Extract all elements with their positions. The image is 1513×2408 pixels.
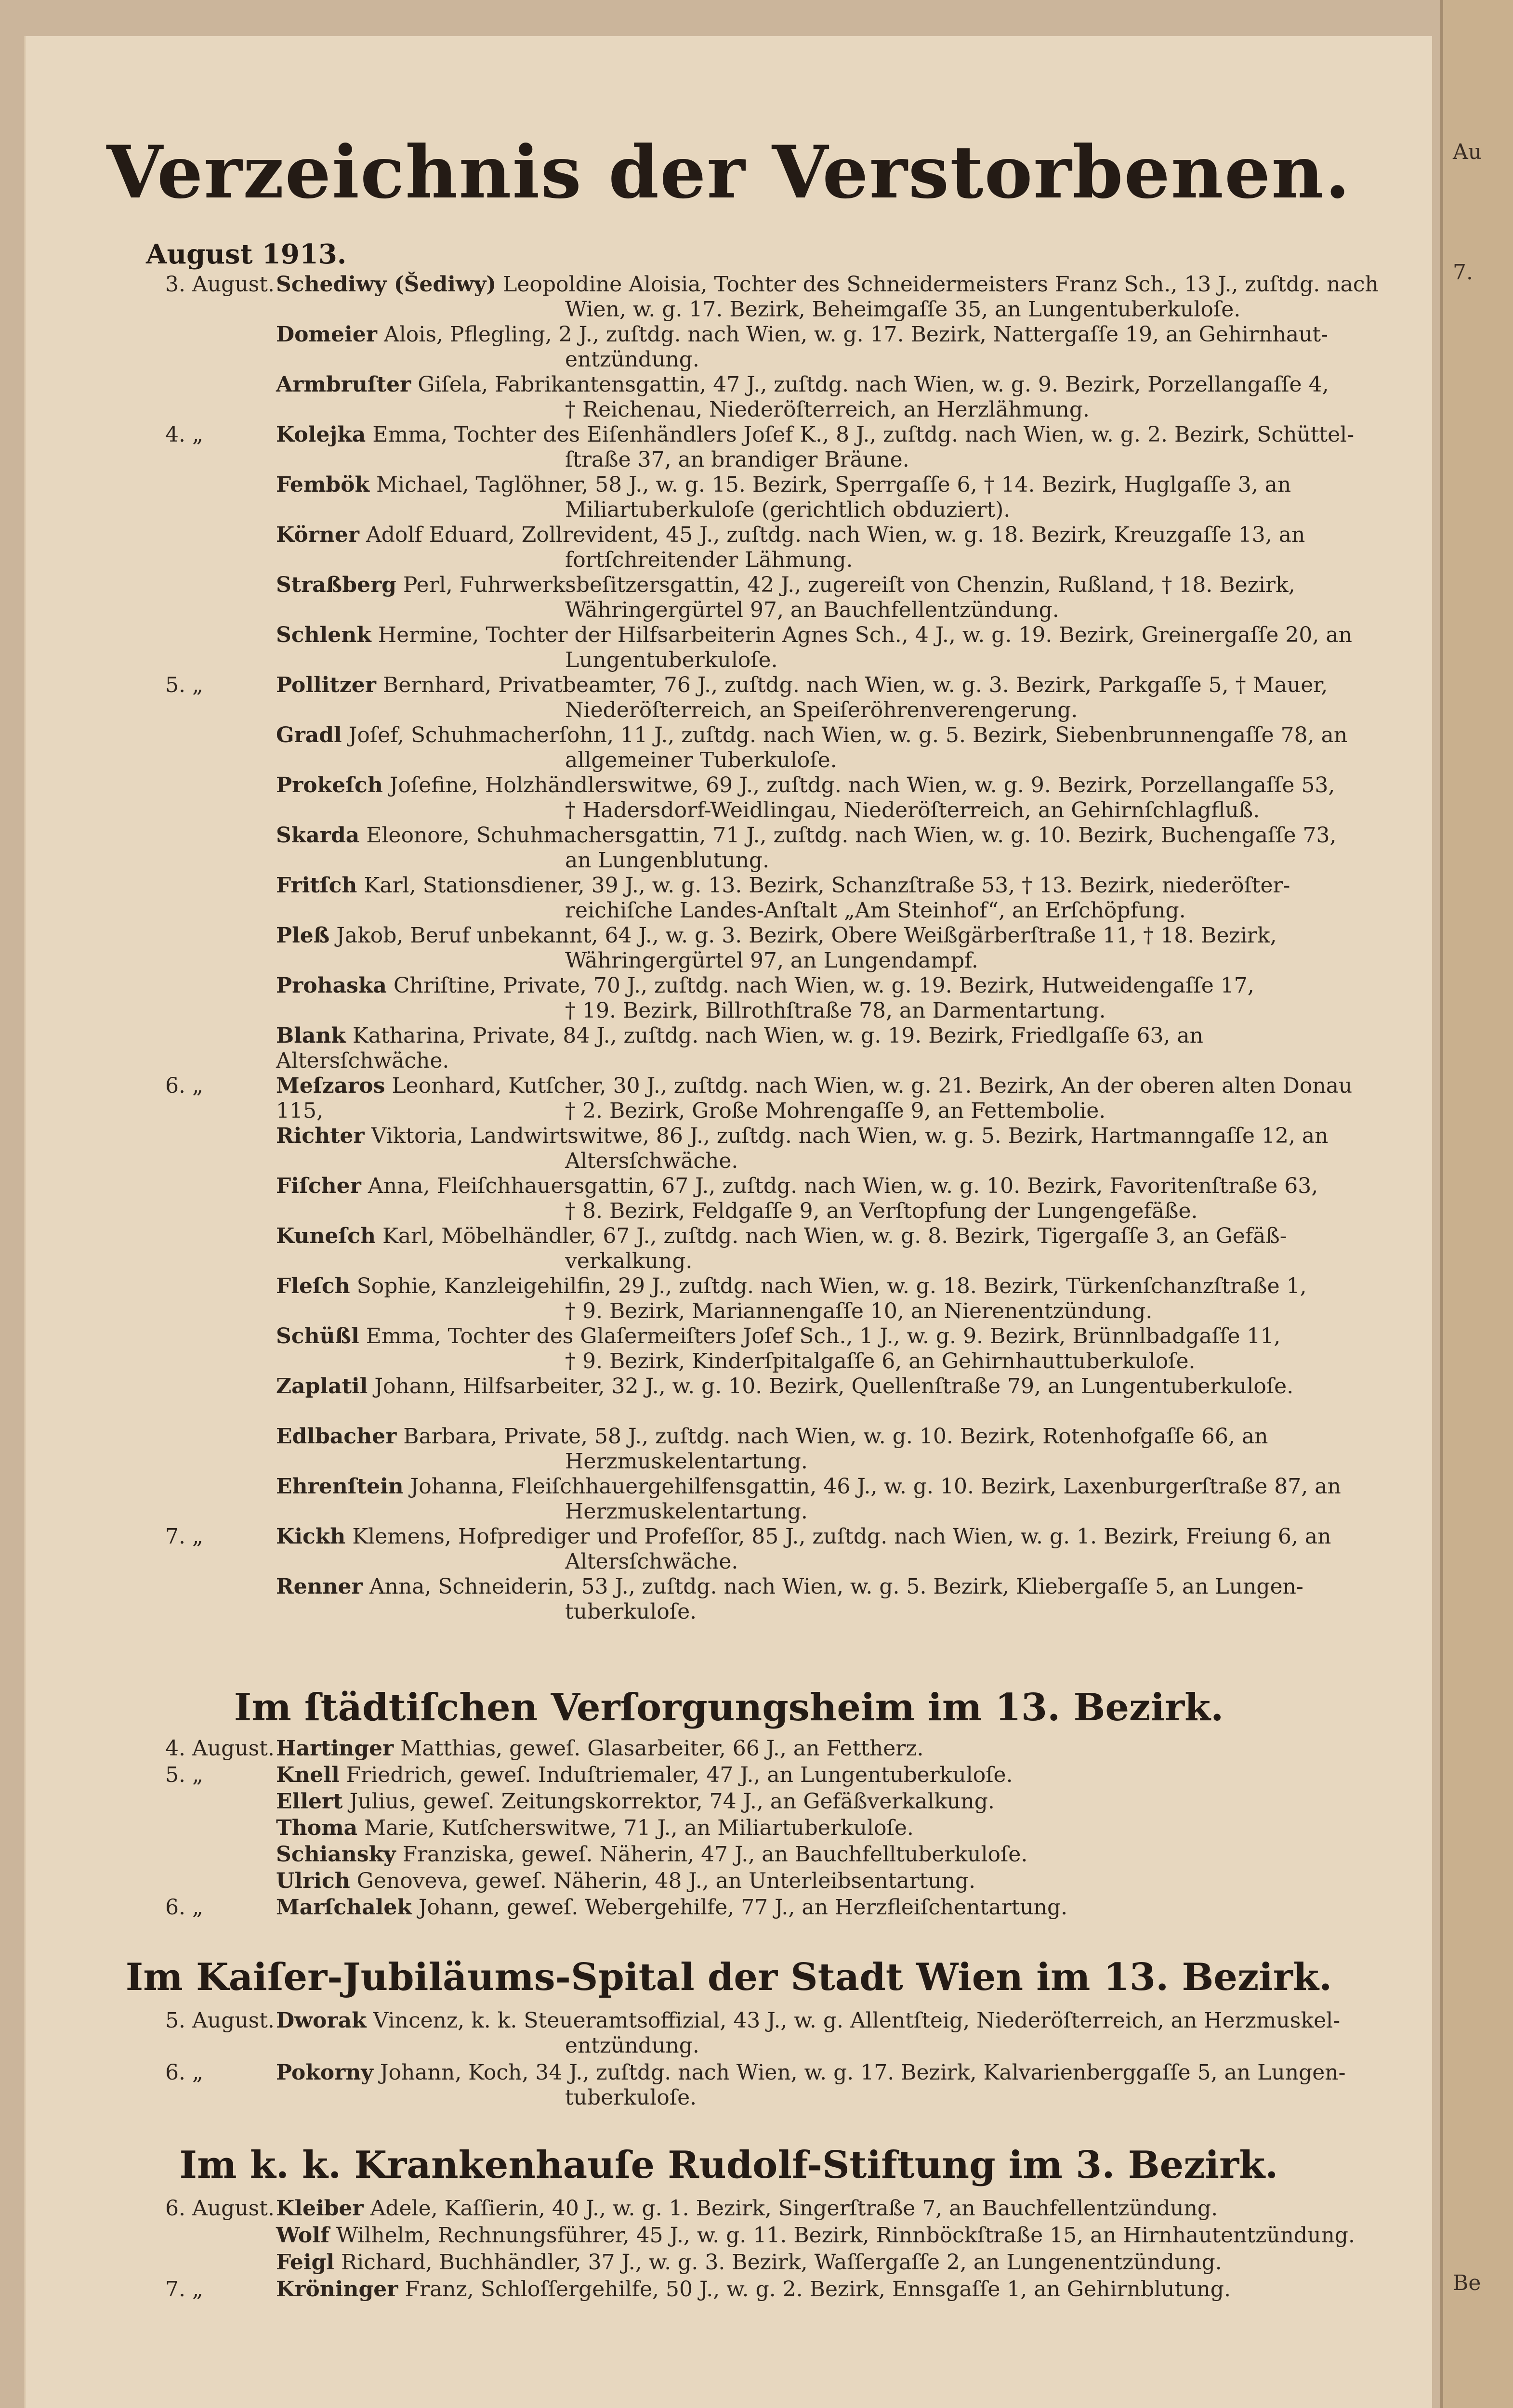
entry-continuation: fortſchreitender Lähmung. [565,548,853,572]
entry-text [276,1895,1379,1920]
entry-date: 7. „ [165,2277,203,2302]
entry-text [276,573,1379,598]
deceased-name: Straßberg [276,573,396,597]
entry-date: 4. August. [165,1736,275,1761]
deceased-name: Kolejka [276,422,366,447]
entry-text [276,422,1379,447]
entry-details: Johann, geweſ. Webergehilfe, 77 J., an Herzfleiſchentartung. [411,1895,1068,1920]
entry-text [276,1574,1379,1599]
entry-details: Marie, Kutſcherswitwe, 71 J., an Miliartuberkuloſe. [357,1816,914,1840]
entry-text [276,1023,1379,1073]
entry-text [276,873,1379,898]
entry-details: Matthias, geweſ. Glasarbeiter, 66 J., an Fettherz. [394,1736,924,1761]
entry-text [276,322,1379,347]
deceased-name: Richter [276,1124,365,1148]
deceased-name: Armbruſter [276,372,411,397]
entry-text [276,523,1379,548]
entry-details: Julius, geweſ. Zeitungskorrektor, 74 J., an Gefäßverkalkung. [342,1789,995,1814]
entry-text [276,1374,1379,1399]
entry-details: Johann, Hilfsarbeiter, 32 J., w. g. 10. Bezirk, Quellenſtraße 79, an Lungentuberkuloſe. [368,1374,1294,1399]
month-heading: August 1913. [146,238,347,270]
deceased-name: Pleß [276,923,330,948]
deceased-name: Schediwy (Šediwy) [276,272,497,297]
entry-continuation: tuberkuloſe. [565,1599,697,1624]
entry-details: Leonhard, Kutſcher, 30 J., zuſtdg. nach Wien, w. g. 21. Bezirk, An der oberen alten Donau 115, [276,1073,1353,1123]
entry-text [276,823,1379,848]
entry-continuation: entzündung. [565,347,699,372]
entry-continuation: Altersſchwäche. [565,1149,738,1173]
entry-text [276,1474,1379,1499]
entry-details: Karl, Möbelhändler, 67 J., zuſtdg. nach Wien, w. g. 8. Bezirk, Tigergaſſe 3, an Gefäß- [375,1224,1287,1248]
entry-date: 6. „ [165,2060,203,2085]
entry-continuation: † 8. Bezirk, Feldgaſſe 9, an Verſtopfung der Lungengefäße. [565,1199,1198,1223]
entry-details: Bernhard, Privatbeamter, 76 J., zuſtdg. nach Wien, w. g. 3. Bezirk, Parkgaſſe 5, † Mauer, [376,673,1328,697]
entry-date: 6. „ [165,1073,203,1098]
deceased-name: Kröninger [276,2277,398,2302]
entry-details: Viktoria, Landwirtswitwe, 86 J., zuſtdg. nach Wien, w. g. 5. Bezirk, Hartmanngaſſe 12, an [364,1124,1329,1148]
entry-details: Genoveva, geweſ. Näherin, 48 J., an Unterleibsentartung. [350,1869,976,1893]
entry-details: Barbara, Private, 58 J., zuſtdg. nach Wien, w. g. 10. Bezirk, Rotenhofgaſſe 66, an [396,1424,1268,1449]
entry-details: Alois, Pflegling, 2 J., zuſtdg. nach Wien, w. g. 17. Bezirk, Nattergaſſe 19, an Gehirnhaut- [377,322,1328,347]
entry-text [276,2223,1379,2248]
entry-continuation: allgemeiner Tuberkuloſe. [565,748,837,772]
entry-text [276,1524,1379,1549]
entry-continuation: † 9. Bezirk, Mariannengaſſe 10, an Nierenentzündung. [565,1299,1153,1323]
entry-continuation: † Reichenau, Niederöſterreich, an Herzlähmung. [565,397,1090,422]
deceased-name: Marſchalek [276,1895,412,1920]
entry-continuation: Niederöſterreich, an Speiſeröhrenverengerung. [565,698,1078,722]
deceased-name: Schlenk [276,623,371,647]
deceased-name: Kleiber [276,2196,364,2221]
entry-details: Sophie, Kanzleigehilfin, 29 J., zuſtdg. nach Wien, w. g. 18. Bezirk, Türkenſchanzſtraße 1, [350,1274,1307,1298]
entry-continuation: Altersſchwäche. [565,1549,738,1574]
deceased-name: Blank [276,1023,346,1048]
deceased-name: Hartinger [276,1736,394,1761]
adjacent-page-fragment: Be [1453,2271,1481,2295]
deceased-name: Prohaska [276,973,387,998]
deceased-name: Schiansky [276,1842,396,1867]
entry-text [276,1789,1379,1814]
entry-details: Jakob, Beruf unbekannt, 64 J., w. g. 3. Bezirk, Obere Weißgärberſtraße 11, † 18. Bezirk, [329,923,1277,948]
entry-details: Wilhelm, Rechnungsführer, 45 J., w. g. 11. Bezirk, Rinnböckſtraße 15, an Hirnhautentzündung. [329,2223,1355,2248]
entry-text [276,2008,1379,2033]
entry-text [276,1816,1379,1841]
entry-continuation: Miliartuberkuloſe (gerichtlich obduziert). [565,497,1011,522]
deceased-name: Meſzaros [276,1073,385,1098]
entry-details: Chriſtine, Private, 70 J., zuſtdg. nach Wien, w. g. 19. Bezirk, Hutweidengaſſe 17, [386,973,1254,998]
entry-text [276,1842,1379,1867]
entry-details: Vincenz, k. k. Steueramtsoffizial, 43 J., w. g. Allentſteig, Niederöſterreich, an Herzmuskel- [366,2008,1341,2033]
deceased-name: Fleſch [276,1274,350,1298]
entry-details: Klemens, Hofprediger und Profeſſor, 85 J., zuſtdg. nach Wien, w. g. 1. Bezirk, Freiung 6, an [345,1524,1331,1549]
entry-details: Katharina, Private, 84 J., zuſtdg. nach Wien, w. g. 19. Bezirk, Friedlgaſſe 63, an Altersſchwäche. [276,1023,1203,1073]
entry-text [276,1324,1379,1349]
adjacent-page-fragment: Au [1453,140,1482,164]
entry-continuation: Lungentuberkuloſe. [565,648,778,672]
entry-continuation: ſtraße 37, an brandiger Bräune. [565,447,909,472]
entry-text [276,1124,1379,1149]
entry-details: Franz, Schloſſergehilfe, 50 J., w. g. 2. Bezirk, Ennsgaſſe 1, an Gehirnblutung. [398,2277,1231,2302]
entry-continuation: Herzmuskelentartung. [565,1449,808,1474]
deceased-name: Thoma [276,1816,358,1840]
entry-details: Joſef, Schuhmacherſohn, 11 J., zuſtdg. nach Wien, w. g. 5. Bezirk, Siebenbrunnengaſſe 78, an [342,723,1348,747]
entry-details: Eleonore, Schuhmachersgattin, 71 J., zuſtdg. nach Wien, w. g. 10. Bezirk, Buchengaſſe 73, [359,823,1337,848]
deceased-name: Kuneſch [276,1224,376,1248]
entry-details: Johanna, Fleiſchhauergehilfensgattin, 46 J., w. g. 10. Bezirk, Laxenburgerſtraße 87, an [403,1474,1341,1499]
entry-text [276,1736,1379,1761]
entry-date: 4. „ [165,422,203,447]
deceased-name: Fiſcher [276,1174,361,1198]
entry-details: Giſela, Fabrikantensgattin, 47 J., zuſtdg. nach Wien, w. g. 9. Bezirk, Porzellangaſſe 4, [411,372,1329,397]
deceased-name: Prokeſch [276,773,383,798]
entry-text [276,2196,1379,2221]
entry-text [276,472,1379,497]
deceased-name: Knell [276,1763,340,1787]
entry-date: 5. „ [165,673,203,697]
entry-continuation: an Lungenblutung. [565,848,770,873]
deceased-name: Fembök [276,472,369,497]
entry-continuation: Herzmuskelentartung. [565,1499,808,1524]
entry-details: Franziska, geweſ. Näherin, 47 J., an Bauchfelltuberkuloſe. [395,1842,1028,1867]
entry-continuation: Währingergürtel 97, an Bauchfellentzündung. [565,598,1059,622]
entry-text [276,923,1379,948]
entry-details: Anna, Schneiderin, 53 J., zuſtdg. nach Wien, w. g. 5. Bezirk, Kliebergaſſe 5, an Lungen- [362,1574,1303,1599]
deceased-name: Gradl [276,723,342,747]
entry-date: 5. August. [165,2008,275,2033]
entry-details: Karl, Stationsdiener, 39 J., w. g. 13. Bezirk, Schanzſtraße 53, † 13. Bezirk, niederöſter- [357,873,1290,898]
entry-continuation: tuberkuloſe. [565,2085,697,2110]
adjacent-page-fragment: 7. [1453,260,1473,285]
entry-text [276,973,1379,998]
entry-details: Emma, Tochter des Glaſermeiſters Joſef Sch., 1 J., w. g. 9. Bezirk, Brünnlbadgaſſe 11, [359,1324,1281,1348]
entry-details: Michael, Taglöhner, 58 J., w. g. 15. Bezirk, Sperrgaſſe 6, † 14. Bezirk, Huglgaſſe 3, an [369,472,1291,497]
deceased-name: Ulrich [276,1869,350,1893]
entry-text [276,2060,1379,2085]
entry-text [276,1174,1379,1199]
entry-text [276,723,1379,748]
deceased-name: Dworak [276,2008,367,2033]
entry-details: Adele, Kaſſierin, 40 J., w. g. 1. Bezirk, Singerſtraße 7, an Bauchfellentzündung. [363,2196,1218,2221]
entry-continuation: reichiſche Landes-Anſtalt „Am Steinhof“, an Erſchöpfung. [565,898,1186,923]
deceased-name: Körner [276,523,359,547]
deceased-name: Skarda [276,823,360,848]
entry-continuation: † 2. Bezirk, Große Mohrengaſſe 9, an Fettembolie. [565,1099,1106,1123]
entry-details: Leopoldine Aloisia, Tochter des Schneidermeisters Franz Sch., 13 J., zuſtdg. nach [496,272,1379,297]
entry-date: 7. „ [165,1524,203,1549]
entry-continuation: Wien, w. g. 17. Bezirk, Beheimgaſſe 35, an Lungentuberkuloſe. [565,297,1241,322]
entry-text [276,623,1379,648]
deceased-name: Kickh [276,1524,346,1549]
entry-details: Richard, Buchhändler, 37 J., w. g. 3. Bezirk, Waſſergaſſe 2, an Lungenentzündung. [334,2250,1222,2275]
entry-continuation: Währingergürtel 97, an Lungendampf. [565,948,978,973]
deceased-name: Schüßl [276,1324,359,1348]
entry-date: 3. August. [165,272,275,297]
entry-date: 6. „ [165,1895,203,1920]
section-heading-kaiser-jubilaeums-spital: Im Kaiſer-Jubiläums-Spital der Stadt Wien im 13. Bezirk. [125,1955,1332,1999]
entry-details: Hermine, Tochter der Hilfsarbeiterin Agnes Sch., 4 J., w. g. 19. Bezirk, Greinergaſſe 20, an [371,623,1352,647]
entry-details: Emma, Tochter des Eiſenhändlers Joſef K., 8 J., zuſtdg. nach Wien, w. g. 2. Bezirk, Schüttel- [366,422,1355,447]
entry-text [276,1224,1379,1249]
entry-text [276,1424,1379,1449]
entry-date: 6. August. [165,2196,275,2221]
entry-details: Adolf Eduard, Zollrevident, 45 J., zuſtdg. nach Wien, w. g. 18. Bezirk, Kreuzgaſſe 13, an [359,523,1305,547]
adjacent-page-edge [1440,0,1513,2408]
entry-continuation: † 19. Bezirk, Billrothſtraße 78, an Darmentartung. [565,998,1106,1023]
entry-continuation: verkalkung. [565,1249,693,1273]
entry-continuation: † Hadersdorf-Weidlingau, Niederöſterreich, an Gehirnſchlagfluß. [565,798,1260,823]
entry-text [276,2250,1379,2275]
section-heading-versorgungsheim: Im ſtädtiſchen Verſorgungsheim im 13. Bezirk. [234,1686,1224,1729]
deceased-name: Ellert [276,1789,343,1814]
deceased-name: Edlbacher [276,1424,397,1449]
entry-continuation: entzündung. [565,2033,699,2058]
entry-text [276,1763,1379,1788]
entry-details: Anna, Fleiſchhauersgattin, 67 J., zuſtdg. nach Wien, w. g. 10. Bezirk, Favoritenſtraße 63, [361,1174,1318,1198]
deceased-name: Feigl [276,2250,335,2275]
entry-text [276,372,1379,397]
entry-text [276,673,1379,698]
entry-details: Johann, Koch, 34 J., zuſtdg. nach Wien, w. g. 17. Bezirk, Kalvarienberggaſſe 5, an Lungen- [373,2060,1346,2085]
entry-text [276,2277,1379,2302]
entry-text [276,272,1379,297]
entry-text [276,773,1379,798]
section-heading-rudolf-stiftung: Im k. k. Krankenhauſe Rudolf-Stiftung im 3. Bezirk. [179,2143,1278,2187]
entry-text [276,1274,1379,1299]
deceased-name: Zaplatil [276,1374,368,1399]
deceased-name: Pollitzer [276,673,376,697]
entry-details: Friedrich, geweſ. Induſtriemaler, 47 J., an Lungentuberkuloſe. [339,1763,1013,1787]
entry-details: Perl, Fuhrwerksbeſitzersgattin, 42 J., zugereiſt von Chenzin, Rußland, † 18. Bezirk, [396,573,1295,597]
entry-date: 5. „ [165,1763,203,1787]
deceased-name: Fritſch [276,873,357,898]
entry-text [276,1869,1379,1894]
document-page [24,36,1432,2408]
deceased-name: Renner [276,1574,363,1599]
entry-details: Joſefine, Holzhändlerswitwe, 69 J., zuſtdg. nach Wien, w. g. 9. Bezirk, Porzellangaſſe 53, [382,773,1335,798]
page-title: Verzeichnis der Verstorbenen. [106,130,1351,215]
deceased-name: Domeier [276,322,377,347]
deceased-name: Pokorny [276,2060,373,2085]
deceased-name: Ehrenſtein [276,1474,404,1499]
entry-continuation: † 9. Bezirk, Kinderſpitalgaſſe 6, an Gehirnhauttuberkuloſe. [565,1349,1196,1374]
deceased-name: Wolf [276,2223,329,2248]
